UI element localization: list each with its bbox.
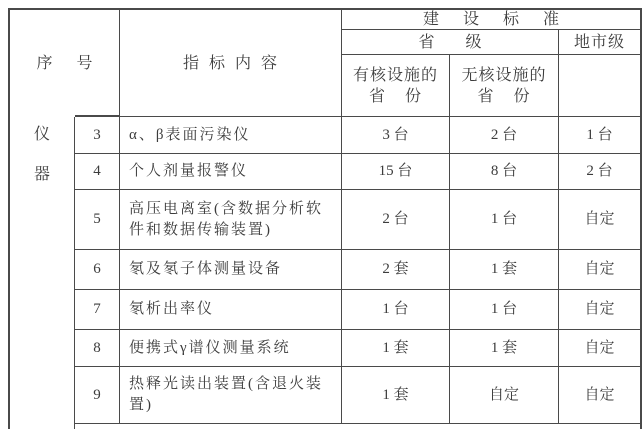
equipment-standards-table: [8, 8, 642, 429]
cell-serial: 4: [75, 154, 120, 190]
header-city-level: 地市级: [559, 30, 640, 55]
cell-non-nuclear-value: 1 台: [450, 190, 559, 250]
header-non-nuclear-line2: 省 份: [477, 87, 531, 105]
cell-indicator: 氡及氡子体测量设备: [120, 250, 342, 290]
header-provincial: 省 级: [342, 30, 559, 55]
cell-non-nuclear-value: 1 套: [450, 250, 559, 290]
cell-nuclear-value: 1 套: [342, 367, 450, 424]
cell-serial: 7: [75, 290, 120, 330]
cell-indicator: 氡析出率仪: [120, 290, 342, 330]
cell-city-value: 自定: [559, 290, 640, 330]
cell-nuclear-value: 2 套: [342, 250, 450, 290]
cell-non-nuclear-value: 自定: [450, 367, 559, 424]
category-label-instruments: [10, 117, 75, 429]
cell-non-nuclear-value: 1 台: [450, 290, 559, 330]
cell-nuclear-value: 1 台: [342, 290, 450, 330]
cell-serial: 6: [75, 250, 120, 290]
cell-city-value: 自定: [559, 190, 640, 250]
header-non-nuclear-provinces: [450, 55, 559, 117]
cell-city-value: 自定: [559, 367, 640, 424]
header-indicator: 指 标 内 容: [120, 10, 342, 117]
cell-city-value: 自定: [559, 250, 640, 290]
cell-city-value: 1 台: [559, 117, 640, 154]
header-nuclear-line2: 省 份: [368, 87, 422, 105]
cell-nuclear-value: 1 套: [342, 330, 450, 367]
header-nuclear-provinces: [342, 55, 450, 117]
cell-nuclear-value: 15 台: [342, 154, 450, 190]
cell-serial: 3: [75, 117, 120, 154]
cell-indicator: 热释光读出装置(含退火装置): [120, 367, 342, 424]
cell-non-nuclear-value: 1 套: [450, 330, 559, 367]
cell-indicator: 个人剂量报警仪: [120, 154, 342, 190]
cell-indicator: 便携式γ谱仪测量系统: [120, 330, 342, 367]
cell-serial: 9: [75, 367, 120, 424]
header-nuclear-line1: 有核设施的: [352, 66, 438, 84]
header-construction-standard: 建 设 标 准: [342, 10, 640, 30]
cell-indicator: α、β表面污染仪: [120, 117, 342, 154]
header-serial: 序 号: [10, 10, 120, 117]
cell-city-value: 自定: [559, 330, 640, 367]
category-char-1: 仪: [33, 126, 50, 143]
cell-nuclear-value: 3 台: [342, 117, 450, 154]
header-bottom-rule-segment: [75, 115, 120, 117]
cell-nuclear-value: 2 台: [342, 190, 450, 250]
cell-serial: 5: [75, 190, 120, 250]
header-city-level-empty: [559, 55, 640, 117]
cell-serial: 8: [75, 330, 120, 367]
cell-indicator: 高压电离室(含数据分析软件和数据传输装置): [120, 190, 342, 250]
cell-non-nuclear-value: 2 台: [450, 117, 559, 154]
category-char-2: 器: [33, 166, 50, 183]
cell-non-nuclear-value: 8 台: [450, 154, 559, 190]
header-non-nuclear-line1: 无核设施的: [461, 66, 547, 84]
cell-city-value: 2 台: [559, 154, 640, 190]
